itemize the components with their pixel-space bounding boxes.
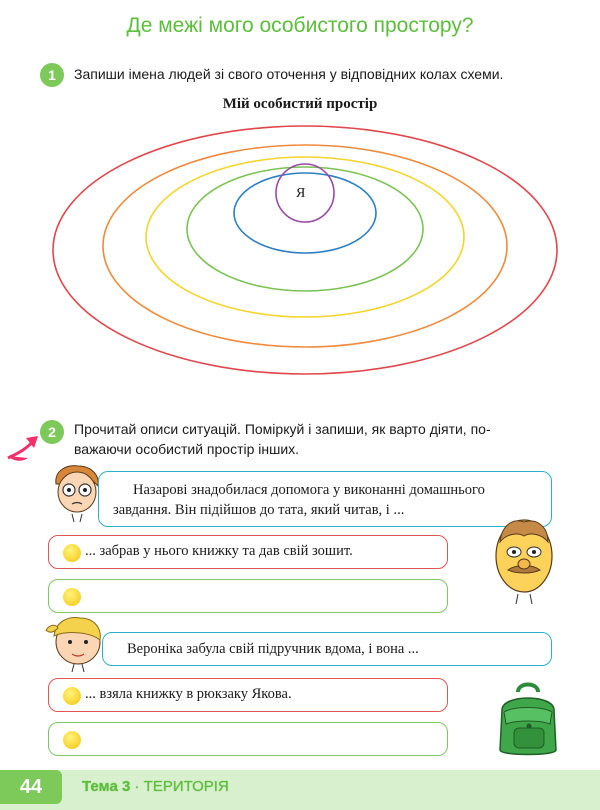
- topic-separator: ·: [134, 778, 140, 795]
- backpack-icon: [492, 680, 568, 760]
- ring-yellow[interactable]: [146, 157, 464, 317]
- situation1-answer-field[interactable]: [48, 579, 448, 613]
- situation2-wrong-answer-text: ... взяла книжку в рюкзаку Якова.: [85, 686, 292, 702]
- ring-outer-red[interactable]: [53, 126, 557, 374]
- diagram-title: Мій особистий простір: [222, 96, 378, 112]
- sad-face-icon: [63, 544, 81, 562]
- situation2-text: Вероніка забула свій підручник вдома, і вона ...: [127, 641, 419, 657]
- situation1-line1: Назарові знадобилася допомога у виконанні домашнього: [133, 482, 485, 498]
- smile-face-icon: [63, 731, 81, 749]
- situation1-wrong-answer-text: ... забрав у нього книжку та дав свій зошит.: [85, 543, 353, 559]
- situation2-wrong-answer: [48, 678, 448, 712]
- task2-instruction-line1: Прочитай описи ситуацій. Поміркуй і запиши, як варто діяти, по-: [74, 421, 491, 437]
- girl-avatar: [40, 612, 110, 674]
- situation2-speech-bubble: [102, 632, 552, 666]
- page-number: 44: [0, 770, 62, 804]
- task1-instruction: Запиши імена людей зі свого оточення у відповідних колах схеми.: [74, 66, 504, 82]
- footer-topic: [82, 778, 229, 795]
- task-number-badge: 1: [40, 63, 64, 87]
- smile-face-icon: [63, 588, 81, 606]
- page-title: Де межі мого особистого простору?: [126, 14, 474, 37]
- personal-space-diagram: [40, 125, 560, 385]
- footer-bar: [0, 770, 600, 810]
- center-label: Я: [296, 186, 306, 201]
- situation1-wrong-answer: [48, 535, 448, 569]
- pointer-arrow-icon: [6, 432, 42, 462]
- task2-instruction-line2: важаючи особистий простір інших.: [74, 441, 300, 457]
- ring-blue[interactable]: [234, 173, 376, 253]
- situation2-answer-field[interactable]: [48, 722, 448, 756]
- boy-avatar: [48, 462, 104, 528]
- situation1-speech-bubble: [98, 471, 552, 527]
- topic-name: ТЕРИТОРІЯ: [143, 778, 229, 795]
- father-avatar: [488, 512, 560, 608]
- topic-label: Тема 3: [82, 778, 131, 795]
- situation1-line2: завдання. Він підійшов до тата, який читав, і ...: [113, 502, 405, 518]
- task-number-badge: 2: [40, 420, 64, 444]
- sad-face-icon: [63, 687, 81, 705]
